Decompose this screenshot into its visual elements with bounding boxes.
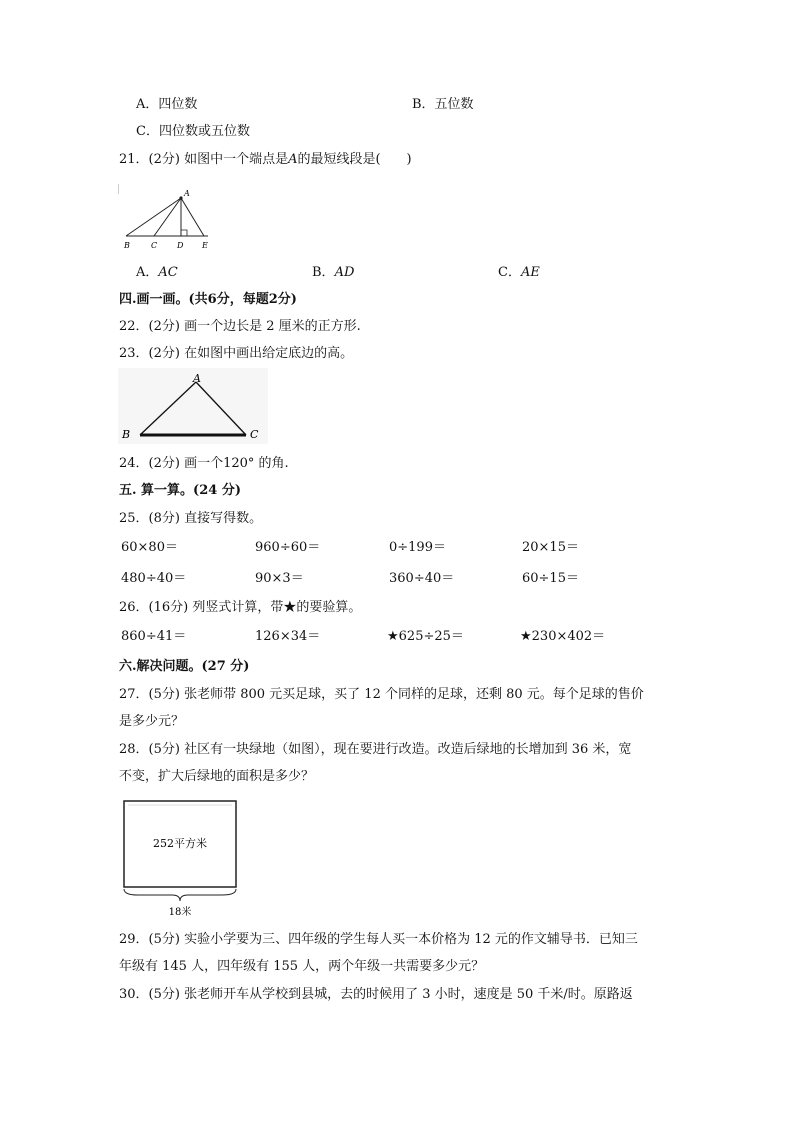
q28-length-label: 18米 xyxy=(168,907,192,918)
q28-line-1: 28．(5分) 社区有一块绿地（如图），现在要进行改造。改造后绿地的长增加到 36 米，宽 xyxy=(119,742,632,757)
q28-line-2: 不变，扩大后绿地的面积是多少？ xyxy=(119,769,315,784)
q21-stem-end: 的最短线段是( ) xyxy=(297,152,412,167)
q20-option-b: B．五位数 xyxy=(412,97,474,112)
q29-line-2: 年级有 145 人，四年级有 155 人，两个年级一共需要多少元？ xyxy=(119,959,485,974)
q21-label-d: D xyxy=(177,241,184,250)
q23-triangle-figure xyxy=(118,368,268,444)
q23-label-a: A xyxy=(193,372,201,385)
q25-item: 20×15＝ xyxy=(522,540,579,555)
q26-question: 26．(16分) 列竖式计算，带★的要验算。 xyxy=(119,600,362,615)
q23-question: 23．(2分) 在如图中画出给定底边的高。 xyxy=(119,346,354,361)
q21-option-c-prefix: C． xyxy=(498,265,521,280)
q21-label-c: C xyxy=(151,241,158,250)
q21-stem: 21．(2分) 如图中一个端点是 xyxy=(119,152,289,167)
q27-line-2: 是多少元？ xyxy=(119,714,185,729)
q21-segment-ac xyxy=(154,198,181,236)
q28-length-brace xyxy=(124,889,236,901)
section-6-heading: 六.解决问题。(27 分) xyxy=(119,659,250,674)
q27-line-1: 27．(5分) 张老师带 800 元买足球，买了 12 个同样的足球，还剩 80 元。每个足球的售价 xyxy=(119,687,644,702)
q23-label-b: B xyxy=(122,428,131,441)
q21-question xyxy=(119,152,412,168)
q21-option-b xyxy=(312,265,354,281)
q25-question: 25．(8分) 直接写得数。 xyxy=(119,511,263,526)
q25-item: 0÷199＝ xyxy=(389,540,446,555)
q21-label-e: E xyxy=(202,241,208,250)
q25-item: 960÷60＝ xyxy=(255,540,321,555)
q21-point-a xyxy=(179,196,182,199)
q25-item: 90×3＝ xyxy=(255,571,304,586)
q26-item: 126×34＝ xyxy=(255,629,321,644)
q21-option-b-prefix: B． xyxy=(312,265,335,280)
q21-segment-ab xyxy=(126,198,181,236)
q21-option-a-prefix: A． xyxy=(136,265,159,280)
q21-option-a xyxy=(136,265,178,281)
q21-option-a-value: AC xyxy=(158,265,178,280)
q24-question: 24．(2分) 画一个120° 的角. xyxy=(119,456,289,471)
q26-item: ★625÷25＝ xyxy=(387,629,464,644)
q26-item: ★230×402＝ xyxy=(520,629,606,644)
q25-item: 480÷40＝ xyxy=(121,571,187,586)
q21-triangle-figure xyxy=(118,180,228,252)
q25-item: 360÷40＝ xyxy=(389,571,455,586)
q21-option-c-value: AE xyxy=(520,265,540,280)
q25-item: 60÷15＝ xyxy=(522,571,579,586)
q23-label-c: C xyxy=(250,428,259,441)
q21-stem-var: A xyxy=(288,152,298,167)
q30-line-1: 30．(5分) 张老师开车从学校到县城，去的时候用了 3 小时，速度是 50 千米/时。原路返 xyxy=(119,987,633,1002)
q29-line-1: 29．(5分) 实验小学要为三、四年级的学生每人买一本价格为 12 元的作文辅导书．已知三 xyxy=(119,932,638,947)
q21-option-b-value: AD xyxy=(334,265,355,280)
q21-right-angle-mark xyxy=(181,230,187,236)
q26-item: 860÷41＝ xyxy=(121,629,187,644)
q20-option-c: C．四位数或五位数 xyxy=(136,124,250,139)
q25-item: 60×80＝ xyxy=(121,540,178,555)
q21-label-b: B xyxy=(124,241,130,250)
q28-rectangle-figure xyxy=(118,796,242,918)
section-4-heading: 四.画一画。(共6分，每题2分) xyxy=(119,292,297,307)
q21-option-c xyxy=(498,265,540,281)
q21-label-a: A xyxy=(184,189,190,198)
q20-option-a: A．四位数 xyxy=(136,97,198,112)
q28-area-label: 252平方米 xyxy=(153,837,207,850)
section-5-heading: 五. 算一算。(24 分) xyxy=(119,483,241,498)
q22-question: 22．(2分) 画一个边长是 2 厘米的正方形. xyxy=(119,319,361,334)
